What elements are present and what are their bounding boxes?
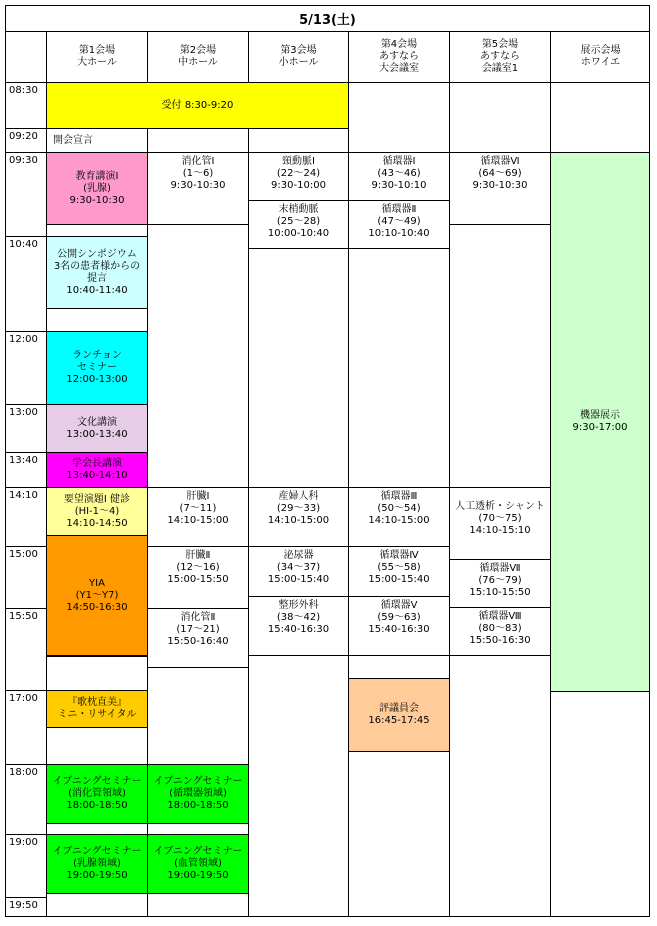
session-time: 15:50-16:40 bbox=[167, 636, 229, 647]
session-time: 18:00-18:50 bbox=[66, 800, 128, 811]
session-title: 循環器Ⅵ bbox=[480, 156, 520, 167]
time-label: 15:50 bbox=[9, 611, 38, 622]
time-label: 08:30 bbox=[9, 85, 38, 96]
session-subtitle: (乳腺) bbox=[83, 182, 111, 194]
session-liver-2[interactable] bbox=[147, 546, 249, 609]
session-dialysis[interactable] bbox=[449, 487, 551, 560]
session-orthopedics[interactable] bbox=[248, 596, 349, 656]
session-evening-seminar[interactable] bbox=[147, 764, 249, 824]
room-header bbox=[249, 32, 348, 82]
time-rule bbox=[5, 128, 47, 129]
session-subtitle: (76～79) bbox=[478, 575, 522, 586]
session-subtitle: (55～58) bbox=[377, 562, 421, 573]
session-subtitle: (17～21) bbox=[176, 624, 220, 635]
session-title: 人工透析・シャント bbox=[455, 501, 545, 512]
time-rule bbox=[5, 690, 47, 691]
time-label: 14:10 bbox=[9, 490, 38, 501]
session-title: 末梢動脈 bbox=[278, 204, 319, 215]
session-obstetrics[interactable] bbox=[248, 487, 349, 547]
time-label: 15:00 bbox=[9, 549, 38, 560]
time-rule bbox=[5, 236, 47, 237]
time-rule bbox=[5, 152, 47, 153]
room-header bbox=[450, 32, 550, 82]
session-title: 循環器Ⅲ bbox=[380, 491, 418, 502]
room-venue-sub: 会議室1 bbox=[481, 63, 519, 74]
session-title: ランチョン bbox=[72, 350, 122, 361]
session-evening-seminar[interactable] bbox=[147, 834, 249, 894]
slot-rule bbox=[46, 727, 148, 728]
session-subtitle: セミナー bbox=[77, 362, 117, 373]
session-time: 12:00-13:00 bbox=[66, 374, 128, 385]
session-time: 15:10-15:50 bbox=[469, 587, 531, 598]
session-digestive-2[interactable] bbox=[147, 608, 249, 668]
session-president-lecture[interactable] bbox=[46, 452, 148, 488]
room-venue: あすなら bbox=[379, 51, 419, 62]
session-time: 10:10-10:40 bbox=[368, 228, 430, 239]
session-time: 14:10-15:00 bbox=[267, 515, 330, 526]
session-time: 15:00-15:40 bbox=[368, 574, 430, 585]
session-time: 14:10-15:00 bbox=[167, 515, 229, 526]
session-time: 13:40-14:10 bbox=[66, 470, 128, 481]
session-circulatory-3[interactable] bbox=[348, 487, 450, 547]
session-subtitle: (64～69) bbox=[478, 168, 522, 179]
session-time: 9:30-10:30 bbox=[69, 194, 125, 206]
room-name: 第4会場 bbox=[380, 39, 418, 50]
session-subtitle: (消化管領域) bbox=[68, 788, 126, 799]
room-venue: あすなら bbox=[480, 51, 520, 62]
session-subtitle: (29～33) bbox=[276, 503, 321, 514]
session-title: 『歌枕直美』 bbox=[67, 697, 127, 708]
session-time: 15:40-16:30 bbox=[368, 624, 430, 635]
session-time: 18:00-18:50 bbox=[167, 800, 229, 811]
room-name: 第3会場 bbox=[280, 45, 317, 56]
session-title: 消化管Ⅰ bbox=[181, 156, 215, 167]
session-title: 循環器Ⅰ bbox=[382, 156, 416, 167]
session-subtitle: (70～75) bbox=[478, 513, 522, 524]
session-opening[interactable] bbox=[46, 128, 148, 153]
session-digestive-1[interactable] bbox=[147, 152, 249, 225]
session-title: 文化講演 bbox=[77, 416, 117, 428]
session-subtitle: (HⅠ-1～4) bbox=[74, 505, 120, 517]
session-time: 9:30-10:00 bbox=[271, 180, 326, 191]
session-urology[interactable] bbox=[248, 546, 349, 597]
session-title: 泌尿器 bbox=[283, 550, 314, 561]
slot-rule bbox=[46, 308, 148, 309]
session-council-meeting[interactable] bbox=[348, 678, 450, 752]
time-label: 13:40 bbox=[9, 455, 38, 466]
session-subtitle: (25～28) bbox=[276, 216, 321, 227]
session-culture-lecture[interactable] bbox=[46, 404, 148, 453]
session-subtitle: (1～6) bbox=[182, 168, 214, 179]
time-rule bbox=[5, 331, 47, 332]
session-time: 19:00-19:50 bbox=[66, 870, 128, 881]
time-label: 10:40 bbox=[9, 239, 38, 250]
slot-rule bbox=[46, 656, 148, 657]
session-reception[interactable] bbox=[46, 82, 349, 129]
time-label: 13:00 bbox=[9, 407, 38, 418]
session-time: 9:30-17:00 bbox=[572, 422, 628, 433]
session-subtitle: 3名の患者様からの bbox=[53, 260, 141, 272]
session-title: イブニングセミナー bbox=[52, 776, 142, 787]
session-time: 9:30-10:10 bbox=[371, 180, 427, 191]
time-rule bbox=[5, 404, 47, 405]
time-rule bbox=[5, 452, 47, 453]
session-title: 受付 8:30-9:20 bbox=[161, 99, 234, 111]
slot-rule bbox=[46, 893, 249, 894]
session-time: 14:10-15:10 bbox=[469, 525, 531, 536]
session-subtitle: (47～49) bbox=[377, 216, 421, 227]
room-header bbox=[349, 32, 449, 82]
session-time: 14:10-15:00 bbox=[368, 515, 430, 526]
session-title: 循環器Ⅶ bbox=[479, 563, 521, 574]
time-rule bbox=[5, 487, 47, 488]
time-label: 19:50 bbox=[9, 900, 38, 911]
session-title: 評議員会 bbox=[379, 703, 419, 714]
session-title: 肝臓Ⅱ bbox=[185, 550, 211, 561]
time-rule bbox=[5, 764, 47, 765]
session-public-symposium[interactable] bbox=[46, 236, 148, 309]
session-subtitle: (38～42) bbox=[276, 612, 321, 623]
session-circulatory-6[interactable] bbox=[449, 152, 551, 225]
session-subtitle: (血管領域) bbox=[174, 858, 222, 869]
room-venue: 中ホール bbox=[178, 57, 218, 68]
time-rule bbox=[5, 897, 47, 898]
session-requested-topics[interactable] bbox=[46, 487, 148, 536]
room-venue: 小ホール bbox=[278, 57, 319, 68]
session-mini-recital[interactable] bbox=[46, 690, 148, 728]
session-yia[interactable] bbox=[46, 535, 148, 656]
room-venue: ホワイエ bbox=[580, 57, 621, 68]
session-time: 16:45-17:45 bbox=[368, 715, 430, 726]
session-title: 循環器Ⅱ bbox=[381, 204, 417, 215]
session-title: 循環器Ⅳ bbox=[379, 550, 419, 561]
session-title: 要望演題Ⅰ 健診 bbox=[63, 493, 131, 505]
time-label: 09:30 bbox=[9, 155, 38, 166]
session-subtitle: ミニ・リサイタル bbox=[57, 709, 137, 720]
session-circulatory-2[interactable] bbox=[348, 200, 450, 249]
page-title: 5/13(土) bbox=[299, 13, 356, 28]
time-label: 12:00 bbox=[9, 334, 38, 345]
session-title: 肝臓Ⅰ bbox=[186, 491, 210, 502]
session-subtitle: (80～83) bbox=[478, 623, 522, 634]
session-luncheon-seminar[interactable] bbox=[46, 331, 148, 405]
session-subtitle: (59～63) bbox=[377, 612, 421, 623]
session-time: 9:30-10:30 bbox=[472, 180, 528, 191]
session-education-lecture[interactable] bbox=[46, 152, 148, 225]
session-evening-seminar[interactable] bbox=[46, 834, 148, 894]
session-title: 学会長講演 bbox=[72, 458, 122, 469]
session-title: 循環器Ⅷ bbox=[478, 611, 522, 622]
session-title: YIA bbox=[89, 577, 105, 589]
session-time: 15:00-15:40 bbox=[267, 574, 330, 585]
session-subtitle: (22～24) bbox=[276, 168, 321, 179]
session-time: 9:30-10:30 bbox=[170, 180, 226, 191]
session-subtitle: (12～16) bbox=[176, 562, 220, 573]
room-name: 第2会場 bbox=[179, 45, 217, 56]
room-name: 第5会場 bbox=[481, 39, 519, 50]
session-subtitle: (50～54) bbox=[377, 503, 421, 514]
session-time: 15:50-16:30 bbox=[469, 635, 531, 646]
time-rule bbox=[5, 834, 47, 835]
session-subtitle: (7～11) bbox=[179, 503, 217, 514]
time-label: 17:00 bbox=[9, 693, 38, 704]
session-title: 循環器Ⅴ bbox=[380, 600, 418, 611]
time-rule bbox=[5, 546, 47, 547]
session-title: イブニングセミナー bbox=[52, 846, 142, 857]
session-title: 頸動脈Ⅰ bbox=[282, 156, 315, 167]
session-time: 13:00-13:40 bbox=[66, 428, 128, 440]
session-subtitle: (43～46) bbox=[377, 168, 421, 179]
session-equipment-exhibit[interactable] bbox=[550, 152, 650, 692]
session-title: 整形外科 bbox=[278, 600, 319, 611]
session-title: 開会宣言 bbox=[53, 134, 93, 146]
session-circulatory-4[interactable] bbox=[348, 546, 450, 597]
session-time: 15:00-15:50 bbox=[167, 574, 229, 585]
room-header bbox=[47, 32, 147, 82]
session-subtitle: (Y1～Y7) bbox=[75, 589, 119, 601]
room-venue: 大ホール bbox=[77, 57, 117, 68]
session-subtitle: (循環器領域) bbox=[169, 788, 227, 799]
room-name: 第1会場 bbox=[78, 45, 116, 56]
session-subtitle: (34～37) bbox=[276, 562, 321, 573]
session-circulatory-7[interactable] bbox=[449, 559, 551, 608]
room-venue-sub: 大会議室 bbox=[379, 63, 419, 74]
time-label: 18:00 bbox=[9, 767, 38, 778]
session-time: 14:50-16:30 bbox=[66, 601, 128, 613]
time-label: 19:00 bbox=[9, 837, 38, 848]
session-circulatory-1[interactable] bbox=[348, 152, 450, 201]
session-circulatory-8[interactable] bbox=[449, 607, 551, 656]
room-name: 展示会場 bbox=[580, 45, 621, 56]
session-title: 産婦人科 bbox=[278, 491, 319, 502]
session-time: 14:10-14:50 bbox=[66, 517, 128, 529]
session-time: 15:40-16:30 bbox=[267, 624, 330, 635]
time-label: 09:20 bbox=[9, 131, 38, 142]
session-title: イブニングセミナー bbox=[153, 776, 243, 787]
session-title: 消化管Ⅱ bbox=[180, 612, 216, 623]
session-title: 教育講演Ⅰ bbox=[75, 170, 119, 182]
session-subtitle: 提言 bbox=[87, 272, 107, 284]
session-time: 10:40-11:40 bbox=[66, 284, 128, 296]
session-time: 19:00-19:50 bbox=[167, 870, 229, 881]
session-evening-seminar[interactable] bbox=[46, 764, 148, 824]
room-header bbox=[551, 32, 650, 82]
room-header bbox=[148, 32, 248, 82]
slot-rule bbox=[46, 823, 249, 824]
session-time: 10:00-10:40 bbox=[267, 228, 330, 239]
session-liver-1[interactable] bbox=[147, 487, 249, 547]
session-peripheral-artery[interactable] bbox=[248, 200, 349, 249]
session-subtitle: (乳腺領域) bbox=[73, 858, 121, 869]
session-carotid[interactable] bbox=[248, 152, 349, 201]
session-title: イブニングセミナー bbox=[153, 846, 243, 857]
session-title: 公開シンポジウム bbox=[57, 248, 137, 260]
time-rule bbox=[5, 608, 47, 609]
session-title: 機器展示 bbox=[580, 410, 620, 421]
session-circulatory-5[interactable] bbox=[348, 596, 450, 656]
